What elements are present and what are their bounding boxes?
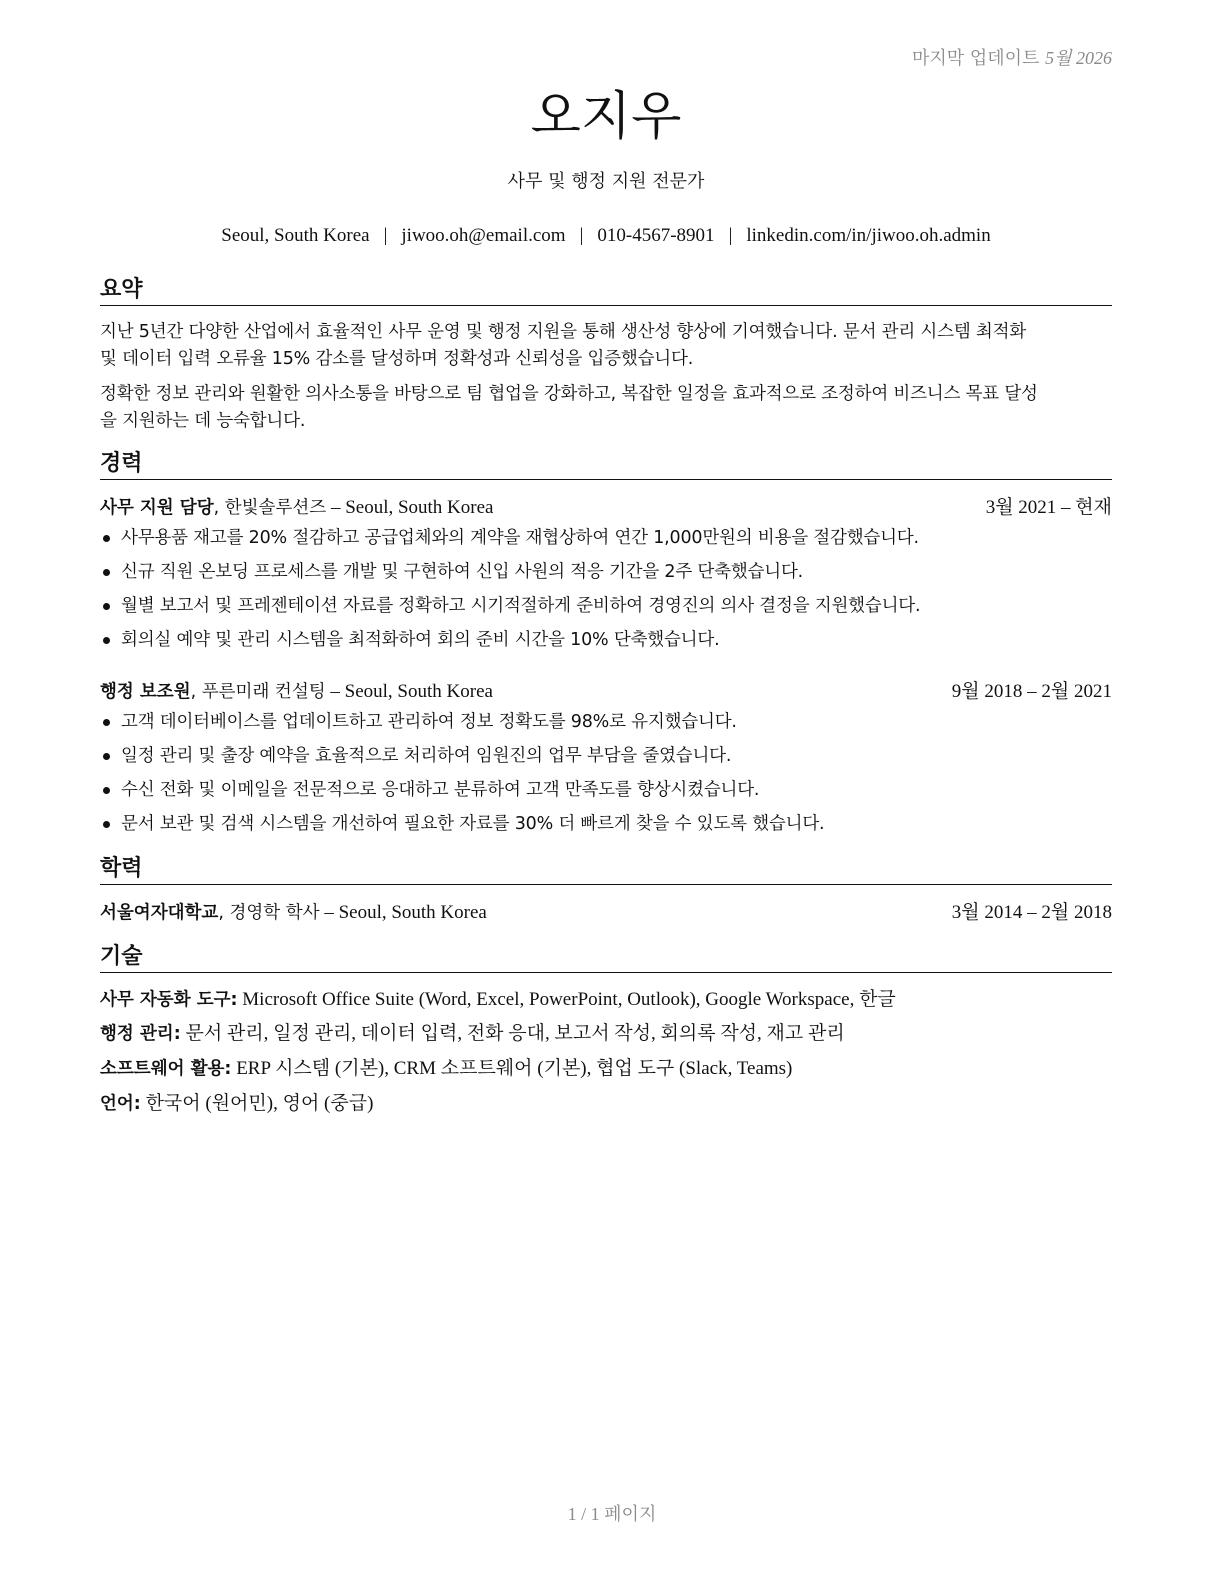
job-title-text: 행정 보조원 (100, 682, 191, 702)
page-footer (0, 1500, 1224, 1526)
section-heading-education: 학력 (100, 856, 1112, 885)
skill-category: 소프트웨어 활용: (100, 1059, 232, 1079)
job-header (100, 495, 1112, 521)
job-location: – Seoul, South Korea (326, 497, 494, 518)
contact-email[interactable]: jiwoo.oh@email.com (401, 225, 566, 246)
list-item (100, 627, 1112, 661)
skill-values: ERP 시스템 (기본), CRM 소프트웨어 (기본), 협업 도구 (Slack, Teams) (231, 1058, 793, 1079)
list-item (100, 709, 1112, 743)
school-name: 서울여자대학교 (100, 903, 219, 923)
contact-location: Seoul, South Korea (221, 225, 370, 246)
summary-line: 을 지원하는 데 능숙합니다. (100, 411, 306, 431)
skill-values: 한국어 (원어민), 영어 (중급) (140, 1093, 374, 1114)
contact-phone: 010-4567-8901 (597, 225, 715, 246)
skill-row (100, 1056, 1112, 1082)
person-name: 오지우 (530, 87, 682, 147)
job-bullets (100, 525, 1112, 661)
bullet-icon (103, 603, 110, 610)
job-title: 사무 및 행정 지원 전문가 (507, 171, 705, 192)
contact-separator: | (728, 225, 733, 246)
section-heading-skills: 기술 (100, 944, 1112, 973)
education-entry (100, 900, 1112, 926)
school-location: – Seoul, South Korea (319, 902, 487, 923)
summary-line: 정확한 정보 관리와 원활한 의사소통을 바탕으로 팀 협업을 강화하고, 복잡한 일정을 효과적으로 조정하여 비즈니스 목표 달성 (100, 384, 1038, 404)
page-label: 페이지 (604, 1504, 657, 1525)
contact-separator: | (579, 225, 584, 246)
list-item (100, 525, 1112, 559)
list-item (100, 811, 1112, 845)
list-item (100, 593, 1112, 627)
skill-values: 문서 관리, 일정 관리, 데이터 입력, 전화 응대, 보고서 작성, 회의록 작성, 재고 관리 (180, 1023, 845, 1044)
job-company: , 푸른미래 컨설팅 (190, 682, 326, 702)
last-updated (912, 44, 1112, 70)
skill-row (100, 1091, 1112, 1117)
page-number: 1 / 1 (567, 1504, 600, 1524)
contact-separator: | (383, 225, 388, 246)
contact-linkedin[interactable]: linkedin.com/in/jiwoo.oh.admin (746, 225, 991, 246)
bullet-text: 문서 보관 및 검색 시스템을 개선하여 필요한 자료를 30% 더 빠르게 찾을 수 있도록 했습니다. (121, 814, 825, 834)
bullet-text: 수신 전화 및 이메일을 전문적으로 응대하고 분류하여 고객 만족도를 향상시켰습니다. (121, 780, 760, 800)
job-location: – Seoul, South Korea (325, 681, 493, 702)
job-dates: 3월 2021 – 현재 (985, 497, 1112, 518)
job-title-text: 사무 지원 담당 (100, 498, 214, 518)
bullet-text: 사무용품 재고를 20% 절감하고 공급업체와의 계약을 재협상하여 연간 1,000만원의 비용을 절감했습니다. (121, 528, 919, 548)
bullet-text: 신규 직원 온보딩 프로세스를 개발 및 구현하여 신입 사원의 적응 기간을 2주 단축했습니다. (121, 562, 804, 582)
degree: , 경영학 학사 (218, 903, 320, 923)
summary-line: 및 데이터 입력 오류율 15% 감소를 달성하며 정확성과 신뢰성을 입증했습니다. (100, 349, 694, 369)
summary-paragraph (100, 381, 1112, 435)
section-heading-experience: 경력 (100, 451, 1112, 480)
bullet-icon (103, 637, 110, 644)
skill-category: 행정 관리: (100, 1024, 181, 1044)
last-updated-date: 5월 2026 (1045, 48, 1112, 68)
bullet-text: 고객 데이터베이스를 업데이트하고 관리하여 정보 정확도를 98%로 유지했습니다. (121, 712, 737, 732)
bullet-icon (103, 535, 110, 542)
bullet-icon (103, 569, 110, 576)
list-item (100, 559, 1112, 593)
bullet-text: 일정 관리 및 출장 예약을 효율적으로 처리하여 임원진의 업무 부담을 줄였습니다. (121, 746, 732, 766)
summary-line: 지난 5년간 다양한 산업에서 효율적인 사무 운영 및 행정 지원을 통해 생산성 향상에 기여했습니다. 문서 관리 시스템 최적화 (100, 322, 1027, 342)
bullet-icon (103, 753, 110, 760)
job-header (100, 679, 1112, 705)
skill-category: 사무 자동화 도구: (100, 990, 238, 1010)
skill-category: 언어: (100, 1094, 141, 1114)
job-bullets (100, 709, 1112, 845)
last-updated-label: 마지막 업데이트 (911, 48, 1040, 69)
section-heading-summary: 요약 (100, 277, 1112, 306)
bullet-text: 회의실 예약 및 관리 시스템을 최적화하여 회의 준비 시간을 10% 단축했습니다. (121, 630, 720, 650)
list-item (100, 777, 1112, 811)
bullet-icon (103, 821, 110, 828)
bullet-text: 월별 보고서 및 프레젠테이션 자료를 정확하고 시기적절하게 준비하여 경영진의 의사 결정을 지원했습니다. (121, 596, 921, 616)
bullet-icon (103, 719, 110, 726)
contact-line (100, 223, 1112, 249)
skill-row (100, 987, 1112, 1013)
skill-row (100, 1021, 1112, 1047)
bullet-icon (103, 787, 110, 794)
summary-paragraph (100, 319, 1112, 373)
list-item (100, 743, 1112, 777)
education-dates: 3월 2014 – 2월 2018 (951, 902, 1112, 923)
job-company: , 한빛솔루션즈 (213, 498, 327, 518)
job-dates: 9월 2018 – 2월 2021 (951, 681, 1112, 702)
skill-values: Microsoft Office Suite (Word, Excel, PowerPoint, Outlook), Google Workspace, 한글 (237, 989, 896, 1010)
